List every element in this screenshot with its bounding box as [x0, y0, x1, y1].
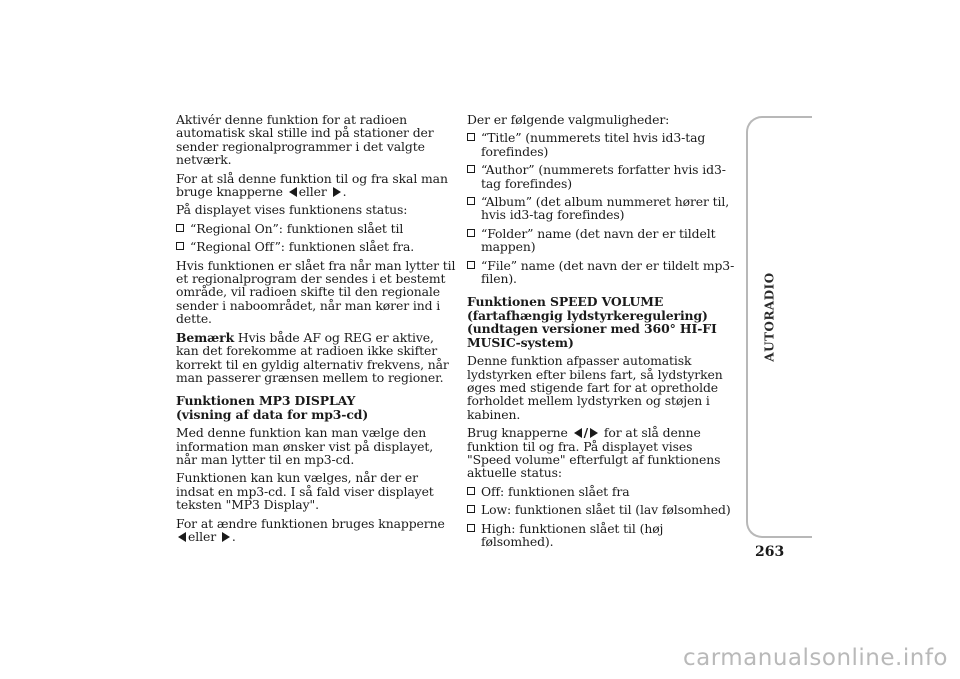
list-item: “Album” (det album nummeret hører til, hvis id3-tag forefindes)	[467, 195, 739, 222]
checkbox-bullet-icon	[467, 261, 476, 270]
paragraph: For at slå denne funktion til og fra skal man bruge knapperne eller .	[176, 170, 448, 200]
checkbox-bullet-icon	[467, 524, 476, 533]
watermark: carmanualsonline.info	[682, 645, 948, 671]
checkbox-bullet-icon	[467, 229, 476, 238]
list-item: Off: funktionen slået fra	[467, 485, 739, 498]
paragraph: Denne funktion afpasser automatisk lydstyrken efter bilens fart, så lydstyrken øges med stigende fart for at opretholde forholdet mellem lydstyrken og støjen i kabinen.	[467, 353, 723, 422]
checkbox-bullet-icon	[467, 487, 476, 496]
checkbox-bullet-icon	[467, 133, 476, 142]
paragraph: Brug knapperne / for at slå denne funktion til og fra. På displayet vises "Speed volume" efterfulgt af funktionens aktuelle status:	[467, 425, 721, 481]
checkbox-bullet-icon	[467, 197, 476, 206]
list-item: Low: funktionen slået til (lav følsomhed)	[467, 503, 739, 516]
checkbox-bullet-icon	[467, 505, 476, 514]
list-item: “Author” (nummerets forfatter hvis id3-tag forefindes)	[467, 163, 739, 190]
list-item: “File” name (det navn der er tildelt mp3-filen).	[467, 259, 739, 286]
paragraph: Med denne funktion kan man vælge den information man ønsker vist på displayet, når man lytter til en mp3-cd.	[176, 425, 434, 467]
list-item: “Regional Off”: funktionen slået fra.	[176, 240, 456, 253]
paragraph: Funktionen kan kun vælges, når der er indsat en mp3-cd. I så fald viser displayet teksten "MP3 Display".	[176, 470, 434, 513]
left-column	[176, 113, 456, 548]
list-item: “Folder” name (det navn der er tildelt mappen)	[467, 227, 739, 254]
checkbox-bullet-icon	[176, 242, 185, 251]
triangle-right-icon	[590, 428, 598, 438]
triangle-left-icon	[574, 428, 582, 438]
page-number: 263	[755, 544, 785, 560]
note-label: Bemærk	[176, 329, 235, 345]
paragraph: Aktivér denne funktion for at radioen automatisk skal stille ind på stationer der sender regionalprogrammer i det valgte netværk.	[176, 112, 434, 168]
list-item: “Title” (nummerets titel hvis id3-tag forefindes)	[467, 131, 739, 158]
checkbox-bullet-icon	[467, 165, 476, 174]
triangle-left-icon	[289, 187, 297, 197]
list-item: High: funktionen slået til (høj følsomhed).	[467, 522, 739, 549]
triangle-right-icon	[222, 532, 230, 542]
right-column	[467, 113, 739, 553]
paragraph: På displayet vises funktionens status:	[176, 202, 408, 218]
section-heading: Funktionen SPEED VOLUME (fartafhængig lydstyrkeregulering) (undtagen versioner med 360° HI-FI MUSIC-system)	[467, 294, 717, 350]
paragraph: Hvis funktionen er slået fra når man lytter til et regionalprogram der sendes i et bestemt område, vil radioen skifte til den regionale sender i naboområdet, når man kører ind i dette.	[176, 257, 456, 327]
triangle-left-icon	[178, 532, 186, 542]
paragraph: Der er følgende valgmuligheder:	[467, 112, 670, 127]
paragraph: For at ændre funktionen bruges knapperne eller .	[176, 515, 445, 544]
chapter-label: AUTORADIO	[763, 272, 778, 362]
triangle-right-icon	[333, 187, 341, 197]
note-paragraph: Bemærk Hvis både AF og REG er aktive, kan det forekomme at radioen ikke skifter korrekt til en gyldig alternativ frekvens, når man passerer grænsen mellem to regioner.	[176, 329, 449, 385]
checkbox-bullet-icon	[176, 224, 185, 233]
list-item: “Regional On”: funktionen slået til	[176, 222, 456, 235]
section-heading: Funktionen MP3 DISPLAY (visning af data for mp3-cd)	[176, 393, 369, 422]
